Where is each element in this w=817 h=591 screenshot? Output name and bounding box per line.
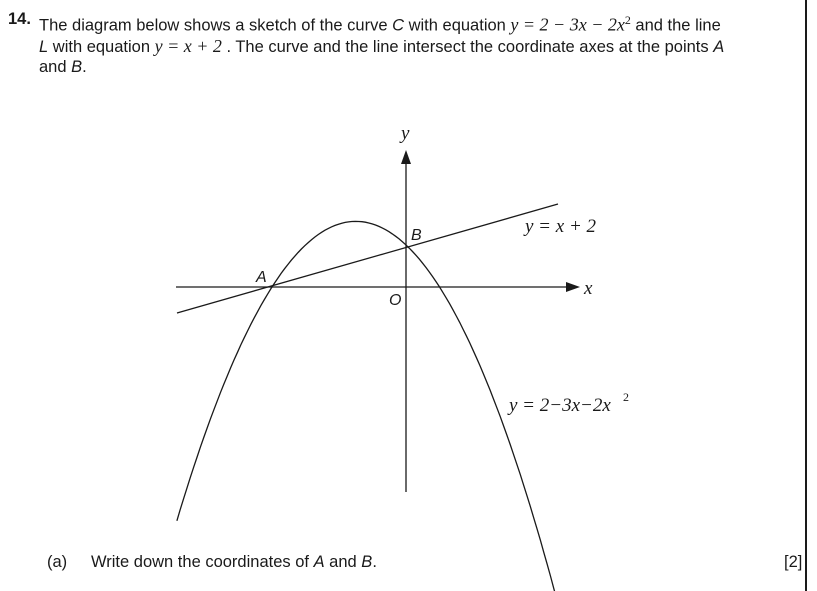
line-L <box>177 204 558 313</box>
part-a-marks: [2] <box>784 553 803 571</box>
line1-mid: with equation <box>404 16 511 35</box>
point-a-ref: A <box>713 37 725 56</box>
curve-equation-label: y = 2−3x−2x <box>509 395 611 416</box>
line3-post: . <box>82 57 87 76</box>
x-axis-arrowhead <box>566 282 580 292</box>
point-b-label: B <box>411 227 422 244</box>
line1-post: and the line <box>630 16 721 35</box>
curve-equation-label-exponent: 2 <box>623 390 629 404</box>
line-equation: y = x + 2 <box>154 35 222 56</box>
part-a-label: (a) <box>47 553 68 571</box>
line1-pre: The diagram below shows a sketch of the curve <box>39 16 393 35</box>
curve-equation: y = 2 − 3x − 2x <box>510 14 625 35</box>
y-axis-arrowhead <box>401 150 411 164</box>
line3-pre: and <box>39 57 72 76</box>
part-a-text-mid: and <box>324 553 362 571</box>
part-a-point-a: A <box>313 553 325 571</box>
curve-equation-exponent: 2 <box>624 13 631 27</box>
line2-pre: with equation <box>48 37 155 56</box>
y-axis-label: y <box>401 123 410 144</box>
curve-name: C <box>392 16 405 35</box>
line-equation-label: y = x + 2 <box>525 216 597 237</box>
part-a-text-post: . <box>372 553 377 571</box>
line2-mid: . The curve and the line intersect the coordinate axes at the points <box>221 37 714 56</box>
part-a-point-b: B <box>361 553 373 571</box>
part-a-text-pre: Write down the coordinates of <box>91 553 314 571</box>
question-number: 14. <box>8 10 31 28</box>
part-a-text <box>91 553 377 572</box>
x-axis-label: x <box>584 278 593 299</box>
point-a-label: A <box>256 269 267 286</box>
origin-label: O <box>389 292 402 309</box>
point-b-ref: B <box>71 57 83 76</box>
line-name: L <box>39 37 49 56</box>
